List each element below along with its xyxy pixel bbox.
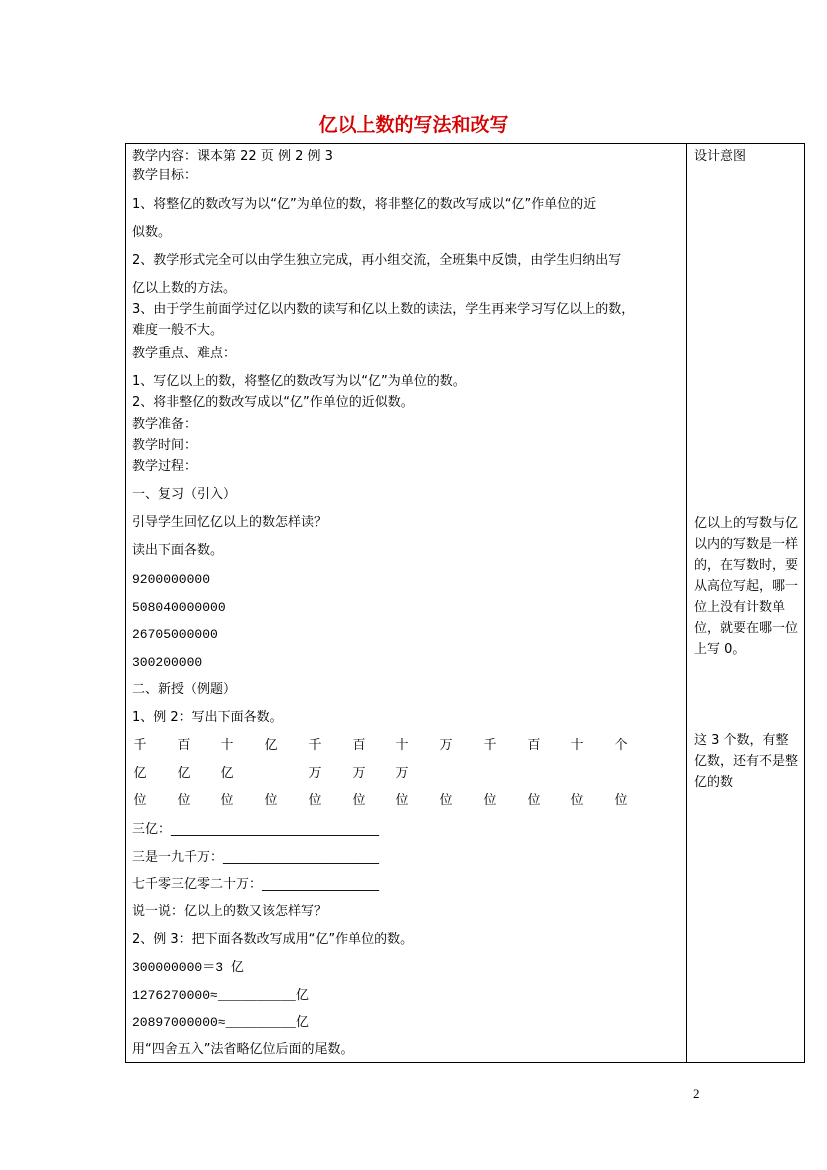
place-cell: 十 [395, 738, 409, 753]
equation-line: 300000000＝3 亿 [132, 960, 244, 975]
text-line: 1、例 2：写出下面各数。 [132, 710, 283, 725]
text-line: 教学过程： [132, 459, 198, 474]
text-line: 教学准备： [132, 417, 198, 432]
text-line: 3、由于学生前面学过亿以内数的读写和亿以上数的读法，学生再来学习写亿以上的数， [132, 302, 635, 317]
place-cell: 千 [308, 738, 322, 753]
text-line: 教学内容：课本第 22 页 例 2 例 3 [132, 149, 333, 164]
text-line: 引导学生回忆亿以上的数怎样读？ [132, 515, 328, 530]
place-cell: 个 [614, 738, 628, 753]
text-line: 2、例 3：把下面各数改写成用“亿”作单位的数。 [132, 932, 414, 947]
text-line: 2、将非整亿的数改写成以“亿”作单位的近似数。 [132, 395, 414, 410]
place-cell: 位 [439, 793, 453, 808]
place-cell: 万 [308, 766, 322, 781]
text-line: 2、教学形式完全可以由学生独立完成，再小组交流，全班集中反馈，由学生归纳出写 [132, 253, 622, 268]
fill-in-line: 三是一九千万：________________________ [132, 850, 380, 865]
page-number: 2 [693, 1086, 700, 1101]
place-cell: 位 [264, 793, 278, 808]
place-cell: 位 [220, 793, 234, 808]
place-cell: 位 [483, 793, 497, 808]
place-cell: 亿 [220, 766, 234, 781]
place-cell: 百 [527, 738, 541, 753]
place-cell: 位 [395, 793, 409, 808]
text-line: 1、将整亿的数改写为以“亿”为单位的数，将非整亿的数改写成以“亿”作单位的近 [132, 197, 597, 212]
place-cell: 位 [133, 793, 147, 808]
place-cell: 十 [570, 738, 584, 753]
fill-in-line: 20897000000≈_________亿 [132, 1015, 309, 1030]
place-cell: 千 [133, 738, 147, 753]
text-line: 1、写亿以上的数，将整亿的数改写为以“亿”为单位的数。 [132, 374, 466, 389]
number-item: 508040000000 [132, 600, 226, 615]
place-cell: 千 [483, 738, 497, 753]
document-title: 亿以上数的写法和改写 [318, 114, 509, 136]
column-divider [686, 143, 687, 1063]
text-line: 亿以上数的方法。 [132, 281, 237, 296]
text-line: 似数。 [132, 225, 172, 240]
number-item: 300200000 [132, 655, 203, 670]
text-line: 教学重点、难点： [132, 346, 237, 361]
place-cell: 亿 [133, 766, 147, 781]
text-line: 难度一般不大。 [132, 323, 224, 338]
design-note: 亿以上的写数与亿以内的写数是一样的，在写数时，要从高位写起，哪一位上没有计数单位，就要在哪一位上写 0。 [694, 516, 799, 657]
place-cell: 亿 [177, 766, 191, 781]
text-line: 读出下面各数。 [132, 543, 224, 558]
place-cell: 位 [352, 793, 366, 808]
text-line: 说一说：亿以上的数又该怎样写？ [132, 904, 328, 919]
place-cell: 位 [527, 793, 541, 808]
fill-in-line: 三亿：________________________________ [132, 822, 380, 837]
fill-in-line: 七千零三亿零二十万：__________________ [132, 877, 380, 892]
fill-in-line: 1276270000≈__________亿 [132, 988, 309, 1003]
number-item: 26705000000 [132, 627, 218, 642]
text-line: 用“四舍五入”法省略亿位后面的尾数。 [132, 1042, 354, 1057]
place-cell: 万 [352, 766, 366, 781]
text-line: 教学目标： [132, 168, 198, 183]
number-item: 9200000000 [132, 572, 211, 587]
place-cell: 位 [308, 793, 322, 808]
section-heading: 一、复习（引入） [132, 487, 237, 502]
text-line: 教学时间： [132, 438, 198, 453]
place-cell: 十 [220, 738, 234, 753]
place-cell: 位 [570, 793, 584, 808]
place-cell: 亿 [264, 738, 278, 753]
place-cell: 百 [352, 738, 366, 753]
notes-header: 设计意图 [694, 149, 747, 164]
design-note: 这 3 个数，有整亿数，还有不是整亿的数 [694, 733, 799, 790]
section-heading: 二、新授（例题） [132, 682, 237, 697]
place-cell: 万 [395, 766, 409, 781]
place-cell: 百 [177, 738, 191, 753]
place-cell: 位 [614, 793, 628, 808]
place-cell: 万 [439, 738, 453, 753]
place-cell: 位 [177, 793, 191, 808]
